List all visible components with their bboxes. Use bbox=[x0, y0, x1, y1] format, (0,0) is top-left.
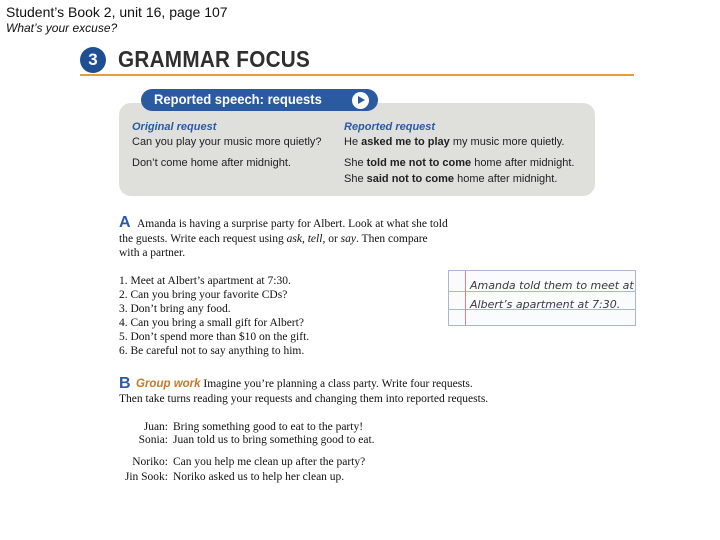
text-span: the guests. Write each request using bbox=[119, 233, 287, 245]
list-item: 6. Be careful not to say anything to him. bbox=[119, 345, 305, 357]
italic-span: tell bbox=[307, 233, 323, 245]
dialogue-line: Juan told us to bring something good to eat. bbox=[173, 434, 375, 446]
list-item: 4. Can you bring a small gift for Albert? bbox=[119, 317, 304, 329]
text-span: my music more quietly. bbox=[449, 136, 565, 148]
section-title: GRAMMAR FOCUS bbox=[118, 46, 311, 72]
list-item: 2. Can you bring your favorite CDs? bbox=[119, 289, 288, 301]
original-request-heading: Original request bbox=[132, 121, 217, 133]
original-request-1: Can you play your music more quietly? bbox=[132, 136, 322, 148]
exercise-a-line-2 bbox=[119, 233, 428, 245]
original-request-2: Don’t come home after midnight. bbox=[132, 157, 291, 169]
dialogue-speaker: Jin Sook: bbox=[124, 471, 168, 483]
exercise-b-letter: B bbox=[119, 375, 131, 392]
text-span: She bbox=[344, 157, 367, 169]
text-span: . Then compare bbox=[356, 233, 428, 245]
margin-line bbox=[465, 271, 466, 325]
reported-request-3 bbox=[344, 173, 557, 185]
play-arrow-icon bbox=[352, 92, 369, 109]
section-number-badge: 3 bbox=[80, 47, 106, 73]
dialogue-speaker: Juan: bbox=[143, 421, 168, 433]
example-answer-line-2: Albert’s apartment at 7:30. bbox=[470, 298, 621, 311]
list-item: 3. Don’t bring any food. bbox=[119, 303, 231, 315]
text-span: She bbox=[344, 173, 367, 185]
bold-span: said not to come bbox=[366, 173, 455, 185]
reported-request-2 bbox=[344, 157, 574, 169]
slide-title: Student’s Book 2, unit 16, page 107 bbox=[6, 4, 228, 20]
exercise-b-line-2: Then take turns reading your requests and changing them into reported requests. bbox=[119, 393, 489, 405]
exercise-a-letter: A bbox=[119, 214, 131, 231]
reported-request-heading: Reported request bbox=[344, 121, 436, 133]
example-answer-line-1: Amanda told them to meet at bbox=[470, 279, 634, 292]
bold-span: told me not to come bbox=[366, 157, 472, 169]
group-work-label: Group work bbox=[136, 378, 201, 390]
title-underline bbox=[80, 74, 634, 76]
slide-subtitle: What’s your excuse? bbox=[6, 21, 118, 35]
text-span: , or bbox=[322, 233, 341, 245]
dialogue-speaker: Sonia: bbox=[138, 434, 168, 446]
italic-span: ask bbox=[286, 233, 302, 245]
grammar-pill-label: Reported speech: requests bbox=[154, 91, 322, 107]
dialogue-speaker: Noriko: bbox=[132, 456, 168, 468]
dialogue-line: Noriko asked us to help her clean up. bbox=[173, 471, 345, 483]
text-span: home after midnight. bbox=[471, 157, 575, 169]
exercise-a-line-3: with a partner. bbox=[119, 247, 186, 259]
text-span: Imagine you’re planning a class party. Write four requests. bbox=[200, 378, 473, 390]
dialogue-line: Bring something good to eat to the party! bbox=[173, 421, 364, 433]
dialogue-line: Can you help me clean up after the party? bbox=[173, 456, 366, 468]
reported-request-1 bbox=[344, 136, 565, 148]
italic-span: say bbox=[340, 233, 356, 245]
list-item: 5. Don’t spend more than $10 on the gift. bbox=[119, 331, 310, 343]
text-span: home after midnight. bbox=[454, 173, 558, 185]
bold-span: asked me to play bbox=[361, 136, 450, 148]
exercise-a-line-1: Amanda is having a surprise party for Albert. Look at what she told bbox=[137, 218, 448, 230]
text-span: He bbox=[344, 136, 362, 148]
list-item: 1. Meet at Albert’s apartment at 7:30. bbox=[119, 275, 291, 287]
exercise-b-line-1 bbox=[136, 378, 473, 390]
text-span: , bbox=[301, 233, 308, 245]
